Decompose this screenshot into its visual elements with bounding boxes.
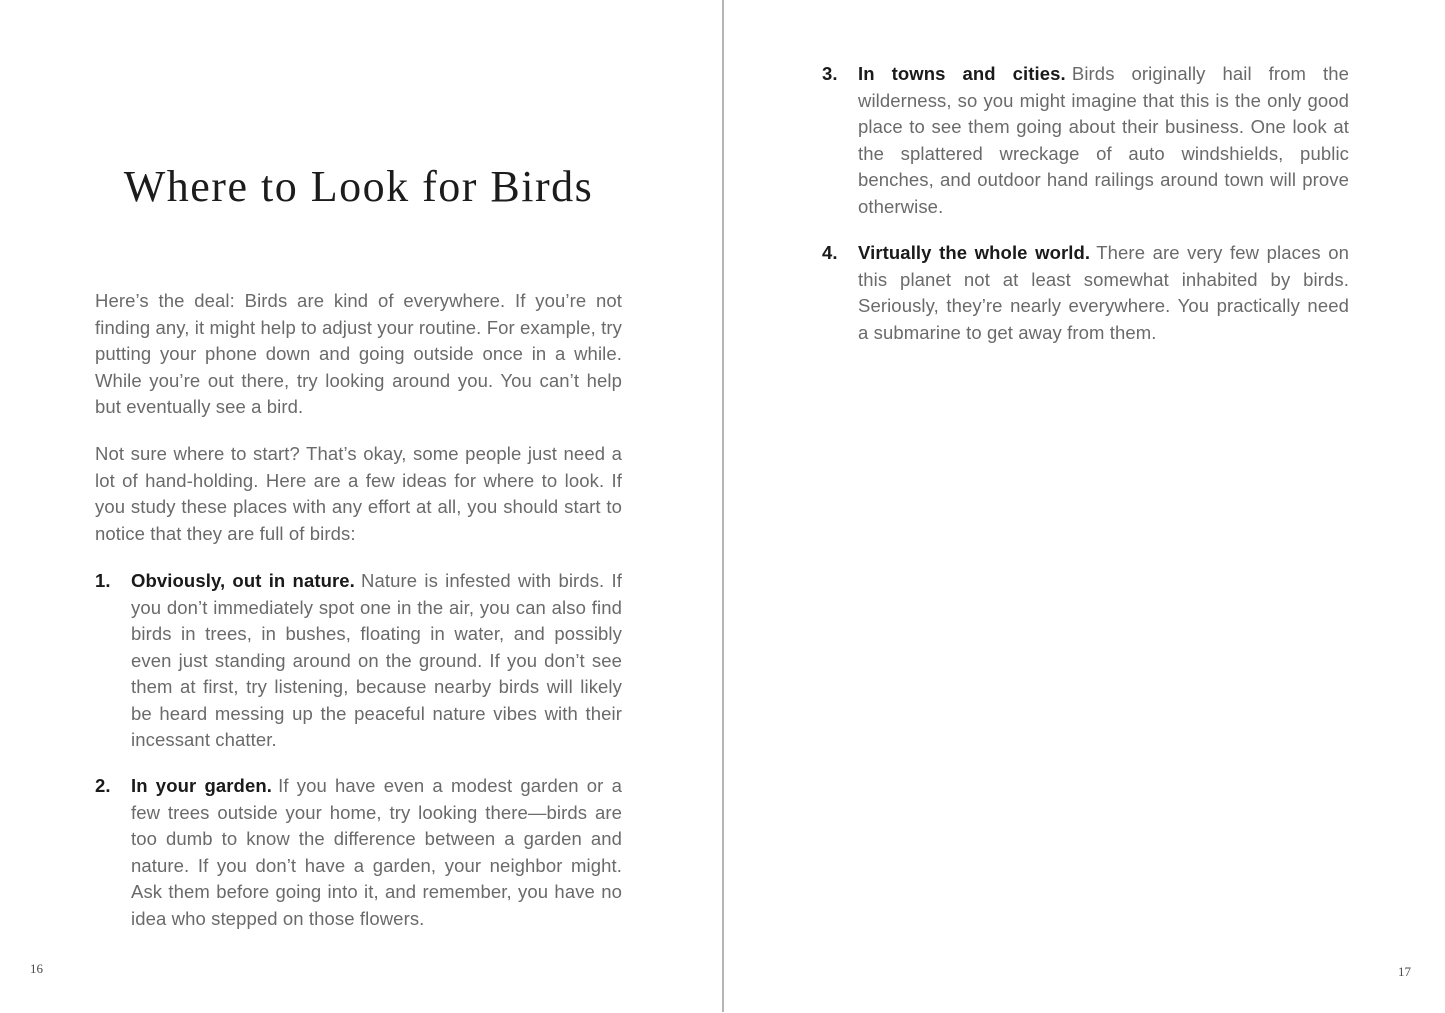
item-text [858, 240, 1349, 346]
item-body: If you have even a modest garden or a few trees outside your home, try looking there—birds are too dumb to know the difference between a garden and nature. If you don’t have a garden, your neighbor might. Ask them before going into it, and remember, you have no idea who stepped on those flowers. [131, 775, 622, 929]
item-body: Nature is infested with birds. If you don’t immediately spot one in the air, you can also find birds in trees, in bushes, floating in water, and possibly even just standing around on the ground. If you don’t see them at first, try listening, because nearby birds will likely be heard messing up the peaceful nature vibes with their incessant chatter. [131, 570, 622, 750]
item-body: Birds originally hail from the wilderness, so you might imagine that this is the only good place to see them going about their business. One look at the splattered wreckage of auto windshields, public benches, and outdoor hand railings around town will prove otherwise. [858, 63, 1349, 217]
item-number: 2. [95, 775, 111, 796]
page-divider [722, 0, 724, 1012]
item-lead: In your garden. [131, 775, 272, 796]
item-text [131, 773, 622, 932]
list-item-1 [95, 568, 622, 754]
page-number-right: 17 [1398, 964, 1411, 979]
item-text [858, 61, 1349, 220]
chapter-title: Where to Look for Birds [123, 162, 594, 211]
page-right [822, 0, 1349, 1013]
where-to-start-paragraph: Not sure where to start? That’s okay, some people just need a lot of hand-holding. Here are a few ideas for where to look. If you study these places with any effort at all, you should start to notice that they are full of birds: [95, 443, 622, 544]
list-item-2 [95, 773, 622, 932]
list-item-4 [822, 240, 1349, 346]
item-lead: In towns and cities. [858, 63, 1066, 84]
list-item-3 [822, 61, 1349, 220]
item-lead: Obviously, out in nature. [131, 570, 355, 591]
item-text [131, 568, 622, 754]
page-left [95, 0, 622, 1013]
item-number: 1. [95, 570, 111, 591]
page-number-left: 16 [30, 961, 43, 976]
item-lead: Virtually the whole world. [858, 242, 1091, 263]
item-body: There are very few places on this planet not at least somewhat inhabited by birds. Seriously, they’re nearly everywhere. You practically need a submarine to get away from them. [858, 242, 1349, 343]
item-number: 3. [822, 63, 838, 84]
intro-paragraph: Here’s the deal: Birds are kind of everywhere. If you’re not finding any, it might help to adjust your routine. For example, try putting your phone down and going outside once in a while. While you’re out there, try looking around you. You can’t help but eventually see a bird. [95, 290, 622, 417]
item-number: 4. [822, 242, 838, 263]
